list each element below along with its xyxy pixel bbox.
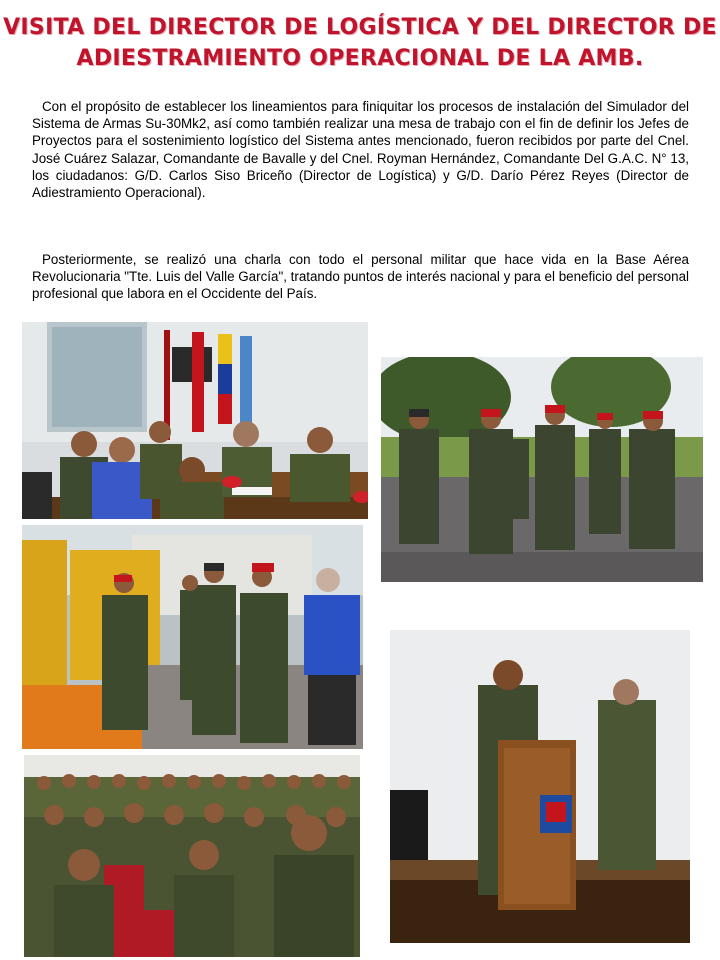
paragraph-1-text: Con el propósito de establecer los lineamientos para finiquitar los procesos de instalación del Simulador del Sistema de Armas Su-30Mk2, así como también realizar una mesa de trabajo con el fin de definir los Jefes de Proyectos para el sostenimiento logístico del Sistema antes mencionado, fueron recibidos por parte del Cnel. José Cuárez Salazar, Comandante de Bavalle y del Cnel. Royman Hernández, Comandante Del G.A.C. N° 13, los ciudadanos: G/D. Carlos Siso Briceño (Director de Logística) y G/D. Darío Pérez Reyes (Director de Adiestramiento Operacional).: [32, 99, 689, 201]
photo-speaker-podium: [390, 630, 690, 943]
photo-walking-group: [381, 357, 703, 582]
photo-seated-audience: [24, 755, 360, 957]
paragraph-2-text: Posteriormente, se realizó una charla con todo el personal militar que hace vida en la Base Aérea Revolucionaria "Tte. Luis del Valle García", tratando puntos de interés nacional y para el beneficio del personal profesional que labora en el Occidente del País.: [32, 252, 689, 302]
title-line-2: ADIESTRAMIENTO OPERACIONAL DE LA AMB.: [76, 46, 644, 71]
document-title: [0, 12, 720, 74]
paragraph-1: [32, 98, 689, 201]
title-line-1: VISITA DEL DIRECTOR DE LOGÍSTICA Y DEL DIRECTOR DE: [3, 15, 717, 40]
paragraph-2: [32, 251, 689, 303]
photo-generator-inspection: [22, 525, 363, 749]
photo-meeting-room: [22, 322, 368, 519]
